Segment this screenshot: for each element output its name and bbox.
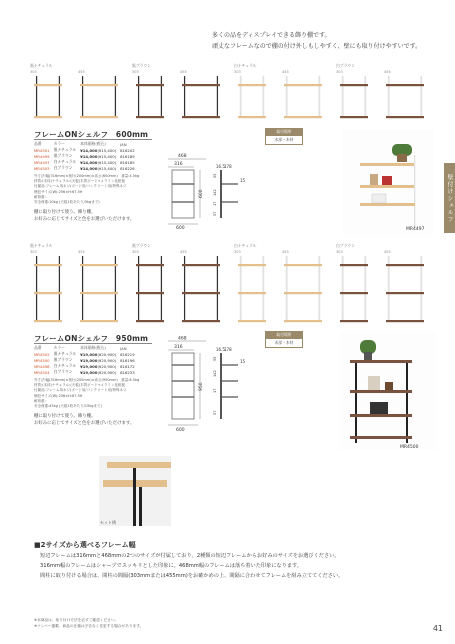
mount-location-header: 取付場所 xyxy=(265,331,303,338)
frame-post xyxy=(365,76,366,116)
shelf-board xyxy=(386,292,424,294)
dim-w-bottom: 600 xyxy=(176,226,185,230)
mount-location-600 xyxy=(265,128,303,145)
body-line: 316mm幅のフレームはシャープでスッキリとした印象に。468mm幅のフレームは落ち着いた印象になります。 xyxy=(40,563,302,569)
frame-side xyxy=(414,155,415,227)
note-line: 材質:(本体)ナチュラル:(天板)木質ボード+メラミン化粧板 xyxy=(34,179,126,184)
point-line: お好みに応じてサイズと色をお選びいただけます。 xyxy=(34,217,135,222)
dim-gap-c: 17 xyxy=(213,201,217,206)
price-value: ¥19,000 xyxy=(80,363,98,369)
frame-post xyxy=(138,76,139,116)
product-color: 黒ナチュラル xyxy=(53,147,77,152)
frame-side xyxy=(220,353,222,419)
product-price xyxy=(78,153,118,159)
shelf-board xyxy=(182,264,220,266)
price-value: ¥14,000 xyxy=(80,165,98,171)
shelf-board xyxy=(284,116,322,118)
shelf-board xyxy=(80,292,118,294)
shelf-board xyxy=(386,264,424,266)
variant-size-a: 303 xyxy=(336,250,343,254)
product-600-spec-table xyxy=(32,141,137,171)
plant-leaves xyxy=(360,340,376,354)
variant-size-a: 303 xyxy=(30,70,37,74)
variants-950 xyxy=(30,242,430,324)
frame-post xyxy=(421,76,422,116)
frame-side xyxy=(406,363,408,443)
photo-label: MR4497 xyxy=(406,227,425,232)
decor-item xyxy=(370,402,388,414)
note-line: 材質:(本体)ナチュラル:(天板)木質ボード+メラミン化粧板 xyxy=(34,383,126,388)
shelf-board xyxy=(238,292,266,294)
dim-w-top: 468 xyxy=(178,154,187,159)
dimension-diagram-950 xyxy=(158,335,270,435)
dim-side-a: 178 xyxy=(224,164,232,169)
product-photo-950 xyxy=(340,332,436,450)
table-row xyxy=(32,147,137,153)
product-price xyxy=(78,357,118,363)
dim-gap-b: 142 xyxy=(213,189,217,196)
frame-post xyxy=(342,76,343,116)
closeup-caption: セット例 xyxy=(100,520,116,525)
variant-size-a: 303 xyxy=(30,250,37,254)
variant-size-a: 303 xyxy=(132,250,139,254)
product-600-points xyxy=(34,209,134,223)
note-line: 耐荷重: xyxy=(34,194,46,199)
shelf-board xyxy=(340,320,368,322)
shelf-board xyxy=(350,414,412,417)
product-jan: 816202 xyxy=(120,147,135,153)
dim-gap-a: 55 xyxy=(213,356,217,361)
photo-label: MR4500 xyxy=(400,445,419,450)
product-950-title: フレームONシェルフ 950mm xyxy=(34,334,149,343)
header-code: 品番 xyxy=(34,141,42,146)
header-color: カラー xyxy=(53,141,65,146)
product-jan: 816172 xyxy=(120,363,135,369)
shelf-board xyxy=(182,116,220,118)
plant-pot xyxy=(397,154,407,162)
price-value: ¥19,000 xyxy=(80,351,98,357)
frame-post xyxy=(240,76,241,116)
variant-label: 黒ブラウン xyxy=(132,63,151,68)
product-color: 白ブラウン xyxy=(53,165,73,170)
note-line: 外寸法:幅(316mm)×奥行(200mm)×高さ(600mm) 重量:4.5kg xyxy=(34,174,140,178)
section-title: ■2サイズから選べるフレーム幅 xyxy=(34,541,136,549)
product-950-points xyxy=(34,413,134,427)
frame-post xyxy=(286,76,287,116)
shelf-board xyxy=(350,360,412,363)
mount-location-950 xyxy=(265,331,303,348)
shelf-board xyxy=(136,84,164,86)
shelf-board xyxy=(136,292,164,294)
frame-post xyxy=(36,76,37,116)
product-color: 黒ブラウン xyxy=(53,153,73,158)
product-photo-600 xyxy=(342,130,434,235)
table-row xyxy=(32,159,137,165)
product-600-title: フレームONシェルフ 600mm xyxy=(34,130,149,139)
product-price xyxy=(78,147,118,153)
shelf-board xyxy=(360,163,415,166)
plant-pot xyxy=(364,352,372,360)
product-code: MR4497 xyxy=(34,159,50,165)
dim-side-top: 16.5 xyxy=(216,164,225,169)
shelf-board xyxy=(238,116,266,118)
dim-w-top: 468 xyxy=(178,336,187,342)
shelf-board xyxy=(136,264,164,266)
decor-item xyxy=(372,194,386,203)
header-jan: JAN xyxy=(120,141,127,147)
decor-item xyxy=(385,382,393,390)
shelf-board xyxy=(34,292,62,294)
frame-side xyxy=(355,363,357,443)
product-code: MR4501 xyxy=(34,147,50,153)
body-line: 短辺フレームは316mmと468mmの2つのサイズが付属しており、2種類の短辺フレームからお好みのサイズをお選びください。 xyxy=(40,553,340,559)
variant-size-b: 455 xyxy=(78,250,85,254)
frame-side xyxy=(220,170,222,218)
note-line: 耐荷重: xyxy=(34,398,46,403)
note-line: 梱包サイズ(W):256×H:67.5H xyxy=(34,189,83,194)
shelf-board xyxy=(136,320,164,322)
dim-height: 950 xyxy=(199,382,204,391)
header-color: カラー xyxy=(53,345,65,350)
decor-item xyxy=(370,174,378,185)
product-price xyxy=(78,165,118,171)
note-line: 付属品:フレーム用ネジ(ボード用/コンクリート用)特殊ネジ xyxy=(34,388,127,393)
variant-label: 黒ナチュラル xyxy=(30,243,53,248)
mount-location-value: 木部・木材 xyxy=(265,135,303,145)
price-tax: (¥15,400) xyxy=(97,165,117,171)
shelf-board xyxy=(238,264,266,266)
product-code: MR4499 xyxy=(34,153,50,159)
variant-size-a: 303 xyxy=(336,70,343,74)
variant-label: 白ブラウン xyxy=(336,63,355,68)
frame-post xyxy=(184,76,185,116)
product-price xyxy=(78,369,118,375)
intro-line-1: 多くの品をディスプレイできる飾り棚です。 xyxy=(212,32,331,39)
table-row xyxy=(32,363,137,369)
product-price xyxy=(78,159,118,165)
divider xyxy=(34,139,152,140)
shelf-board xyxy=(360,185,415,188)
shelf-board xyxy=(80,264,118,266)
variant-size-a: 303 xyxy=(234,250,241,254)
product-color: 黒ナチュラル xyxy=(53,351,77,356)
shelf-board xyxy=(182,292,220,294)
divider xyxy=(34,343,152,344)
table-row xyxy=(32,369,137,375)
variant-label: 白ブラウン xyxy=(336,243,355,248)
product-code: MR4504 xyxy=(34,369,50,375)
point-line: 棚に取り付けて使う。飾り棚。 xyxy=(34,210,96,215)
shelf-board xyxy=(80,116,118,118)
frame-post xyxy=(388,76,389,116)
shelf-board xyxy=(136,116,164,118)
shelf-board xyxy=(34,84,62,86)
price-tax: (¥20,900) xyxy=(97,351,117,357)
product-color: 白ナチュラル xyxy=(53,363,77,368)
shelf-board xyxy=(34,320,62,322)
table-row xyxy=(32,351,137,357)
frame-side xyxy=(133,468,136,526)
product-code: MR4500 xyxy=(34,357,50,363)
price-tax: (¥20,900) xyxy=(97,363,117,369)
dim-gap-d: 57 xyxy=(213,211,217,216)
product-jan: 816226 xyxy=(120,165,135,171)
shelf-board xyxy=(238,84,266,86)
product-price xyxy=(78,351,118,357)
frame-post xyxy=(82,76,83,116)
shelf-board xyxy=(284,320,322,322)
price-value: ¥14,000 xyxy=(80,159,98,165)
price-value: ¥14,000 xyxy=(80,153,98,159)
footnotes xyxy=(34,617,143,629)
shelf-board xyxy=(107,462,171,468)
variant-size-b: 455 xyxy=(180,250,187,254)
decor-item xyxy=(368,376,380,390)
table-row xyxy=(32,165,137,171)
shelf-board xyxy=(340,264,368,266)
variant-size-b: 455 xyxy=(282,70,289,74)
frame-post xyxy=(59,76,60,116)
variant-size-b: 455 xyxy=(384,70,391,74)
shelf-board xyxy=(80,84,118,86)
body-line: 間柱に取り付ける場合は、間柱の間隔(303mmまたは455mm)をお確かめの上、間隔に合わせてフレームを組み立ててください。 xyxy=(40,573,344,579)
variant-size-b: 455 xyxy=(384,250,391,254)
shelf-board xyxy=(182,320,220,322)
dim-side-b: 15 xyxy=(240,178,246,183)
price-tax: (¥20,900) xyxy=(97,369,117,375)
footnote-line: ※ナンバー掲載、商品の仕様は予告なく変更する場合があります。 xyxy=(34,624,144,628)
shelf-board xyxy=(34,116,62,118)
price-tax: (¥15,400) xyxy=(97,159,117,165)
header-price: 本体価格(税込) xyxy=(80,141,106,146)
frame-side xyxy=(139,487,142,526)
price-tax: (¥15,400) xyxy=(97,147,117,153)
header-price: 本体価格(税込) xyxy=(80,345,106,350)
footnote-line: ※本商品は、取り付け方法を必ずご確認ください。 xyxy=(34,618,119,622)
point-line: お好みに応じてサイズと色をお選びいただけます。 xyxy=(34,421,135,426)
shelf-board xyxy=(350,436,412,439)
product-code: MR4503 xyxy=(34,165,50,171)
table-row xyxy=(32,153,137,159)
shelf-board xyxy=(284,84,322,86)
dim-gap-c: 17 xyxy=(213,388,217,393)
shelf-board xyxy=(284,264,322,266)
product-price xyxy=(78,363,118,369)
product-jan: 816189 xyxy=(120,153,135,159)
frame-post xyxy=(217,76,218,116)
product-color: 黒ブラウン xyxy=(53,357,73,362)
variant-size-b: 455 xyxy=(180,70,187,74)
price-tax: (¥20,900) xyxy=(97,357,117,363)
shelf-board xyxy=(340,116,368,118)
variants-600 xyxy=(30,62,430,122)
shelf-board xyxy=(182,84,220,86)
variant-size-b: 455 xyxy=(282,250,289,254)
intro-text xyxy=(212,30,442,52)
dim-w-inner: 316 xyxy=(174,345,183,350)
price-value: ¥19,000 xyxy=(80,369,98,375)
variant-label: 白ナチュラル xyxy=(234,243,257,248)
dim-gap-d: 57 xyxy=(213,410,217,415)
frame-post xyxy=(115,76,116,116)
header-code: 品番 xyxy=(34,345,42,350)
price-value: ¥14,000 xyxy=(80,147,98,153)
variants-600-illustration xyxy=(30,62,430,122)
variant-size-a: 303 xyxy=(234,70,241,74)
product-jan: 816196 xyxy=(120,357,135,363)
shelf-board xyxy=(238,320,266,322)
decor-item xyxy=(382,176,392,185)
mount-location-header: 取付場所 xyxy=(265,128,303,135)
dim-gap-a: 55 xyxy=(213,173,217,178)
product-color: 白ナチュラル xyxy=(53,159,77,164)
product-code: MR4502 xyxy=(34,351,50,357)
shelf-board xyxy=(386,320,424,322)
note-line: 梱包サイズ(W):256×H:67.5H xyxy=(34,393,83,398)
closeup-photo xyxy=(99,456,171,526)
shelf-board xyxy=(34,264,62,266)
mount-location-value: 木部・木材 xyxy=(265,338,303,348)
table-row xyxy=(32,357,137,363)
frame-front xyxy=(172,353,194,419)
note-line: 安全荷重:45kg (天板1枚あたり/15kgまで) xyxy=(34,404,102,409)
point-line: 棚に取り付けて使う。飾り棚。 xyxy=(34,414,96,419)
section-body xyxy=(40,551,343,581)
dim-side-b: 15 xyxy=(240,359,246,364)
variant-size-a: 303 xyxy=(132,70,139,74)
note-line: 安全荷重:10kg (天板1枚あたり/3kgまで) xyxy=(34,200,100,205)
variant-size-b: 455 xyxy=(78,70,85,74)
shelf-board xyxy=(340,292,368,294)
header-jan: JAN xyxy=(120,345,127,351)
shelf-board xyxy=(350,390,412,393)
sidebar-category-tab: 壁付けシェルフ xyxy=(444,163,455,233)
dim-side-top: 16.5 xyxy=(216,347,225,352)
dim-gap-b: 142 xyxy=(213,370,217,377)
dimension-diagram-600 xyxy=(158,150,270,230)
frame-post xyxy=(263,76,264,116)
page-number: 41 xyxy=(432,624,443,633)
product-950-spec-table xyxy=(32,345,137,375)
shelf-board xyxy=(80,320,118,322)
product-jan: 816233 xyxy=(120,369,135,375)
frame-post xyxy=(319,76,320,116)
price-tax: (¥15,400) xyxy=(97,153,117,159)
variants-950-illustration xyxy=(30,242,430,324)
product-color: 白ブラウン xyxy=(53,369,73,374)
dim-height: 600 xyxy=(199,189,204,198)
intro-line-2: 頑丈なフレームなので棚の付け外しもしやすく、壁にも取り付けやすいです。 xyxy=(212,43,422,50)
shelf-board xyxy=(360,203,415,206)
product-jan: 816219 xyxy=(120,351,135,357)
note-line: 付属品:フレーム用ネジ(ボード用/コンクリート用)特殊ネジ xyxy=(34,184,127,189)
price-value: ¥19,000 xyxy=(80,357,98,363)
variant-label: 白ナチュラル xyxy=(234,63,257,68)
variant-label: 黒ブラウン xyxy=(132,243,151,248)
variant-label: 黒ナチュラル xyxy=(30,63,53,68)
product-code: MR4498 xyxy=(34,363,50,369)
note-line: 外寸法:幅(316mm)×奥行(200mm)×高さ(950mm) 重量:6.5kg xyxy=(34,378,140,382)
shelf-board xyxy=(284,292,322,294)
dim-w-bottom: 600 xyxy=(176,428,185,433)
shelf-board xyxy=(340,84,368,86)
product-jan: 816165 xyxy=(120,159,135,165)
frame-front xyxy=(172,170,194,218)
dim-side-a: 178 xyxy=(224,347,232,352)
frame-post xyxy=(161,76,162,116)
dim-w-inner: 316 xyxy=(174,162,183,167)
shelf-board xyxy=(386,116,424,118)
shelf-board xyxy=(386,84,424,86)
